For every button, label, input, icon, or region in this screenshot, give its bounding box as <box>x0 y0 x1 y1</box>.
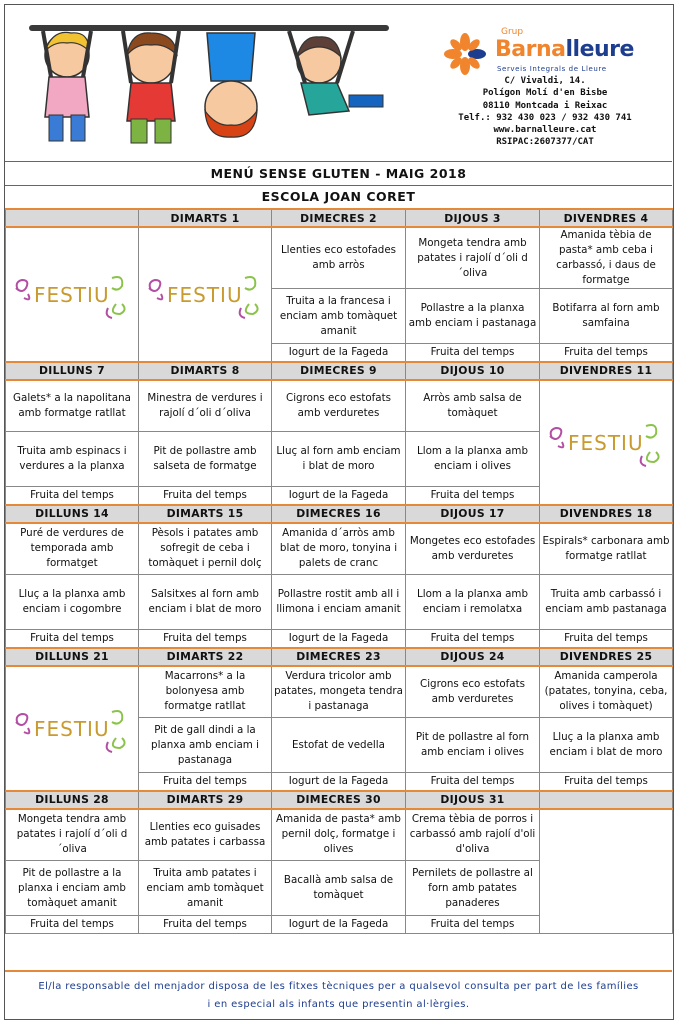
second-course-cell: Pit de pollastre a la planxa i enciam amb tomàquet amanit <box>6 861 139 916</box>
first-course-cell: Galets* a la napolitana amb formatge ratllat <box>6 380 139 432</box>
second-course-cell: Llom a la planxa amb enciam i remolatxa <box>406 575 540 630</box>
festiu-label: FESTIU <box>568 431 644 455</box>
logo-grup: Grup <box>501 27 524 37</box>
first-course-cell: Arròs amb salsa de tomàquet <box>406 380 540 432</box>
menu-row <box>6 523 673 575</box>
festiu-cell <box>540 380 673 505</box>
week-header-row <box>6 362 673 380</box>
logo-brand: Barnalleure <box>495 37 634 62</box>
festiu-label: FESTIU <box>34 283 110 308</box>
second-course-cell: Pit de gall dindi a la planxa amb enciam i pastanaga <box>139 718 272 773</box>
second-course-cell: Botifarra al forn amb samfaina <box>540 289 673 344</box>
address-line: Polígon Molí d'en Bisbe <box>482 88 608 99</box>
day-header: DIJOUS 10 <box>406 362 540 380</box>
festiu-holiday-icon <box>145 264 265 324</box>
day-header: DIMECRES 9 <box>272 362 406 380</box>
menu-title: MENÚ SENSE GLUTEN - MAIG 2018 <box>5 161 672 185</box>
address-line: C/ Vivaldi, 14. <box>504 76 586 86</box>
second-course-cell: Truita amb carbassó i enciam amb pastanaga <box>540 575 673 630</box>
day-header: DIJOUS 17 <box>406 505 540 523</box>
dessert-cell: Fruita del temps <box>139 630 272 648</box>
second-course-cell: Pernilets de pollastre al forn amb patates panaderes <box>406 861 540 916</box>
day-header: DIMARTS 29 <box>139 791 272 809</box>
menu-page <box>4 4 674 1020</box>
first-course-cell: Cigrons eco estofats amb verduretes <box>272 380 406 432</box>
address-line: 08110 Montcada i Reixac <box>482 100 608 111</box>
first-course-cell: Amanida camperola (patates, tonyina, ceba, olives i tomàquet) <box>540 666 673 718</box>
day-header: DIMARTS 15 <box>139 505 272 523</box>
dessert-cell: Fruita del temps <box>540 773 673 791</box>
menu-row <box>6 666 673 718</box>
empty-cell <box>540 809 673 934</box>
first-course-cell: Pèsols i patates amb sofregit de ceba i tomàquet i pernil dolç <box>139 523 272 575</box>
week-header-row <box>6 209 673 227</box>
day-header: DIMECRES 30 <box>272 791 406 809</box>
logo-subtitle: Serveis Integrals de Lleure <box>497 65 607 73</box>
footer-line-2: i en especial als infants que presentin al·lèrgies. <box>207 999 470 1010</box>
week-header-row <box>6 648 673 666</box>
festiu-holiday-icon <box>12 698 132 758</box>
day-header: DILLUNS 28 <box>6 791 139 809</box>
day-header: DIVENDRES 18 <box>540 505 673 523</box>
header <box>5 5 672 160</box>
children-illustration <box>19 11 399 155</box>
menu-row <box>6 380 673 432</box>
second-course-cell: Lluç al forn amb enciam i blat de moro <box>272 432 406 487</box>
week-header-row <box>6 791 673 809</box>
dessert-cell: Fruita del temps <box>406 487 540 505</box>
first-course-cell: Llenties eco estofades amb arròs <box>272 227 406 289</box>
day-header: DILLUNS 21 <box>6 648 139 666</box>
dessert-cell: Fruita del temps <box>6 487 139 505</box>
day-header: DIMECRES 2 <box>272 209 406 227</box>
dessert-cell: Fruita del temps <box>540 630 673 648</box>
first-course-cell: Minestra de verdures i rajolí d´oli d´oliva <box>139 380 272 432</box>
dessert-cell: Fruita del temps <box>139 487 272 505</box>
second-course-cell: Bacallà amb salsa de tomàquet <box>272 861 406 916</box>
second-course-cell: Lluç a la planxa amb enciam i blat de moro <box>540 718 673 773</box>
footer-note <box>5 970 672 1020</box>
second-course-cell: Estofat de vedella <box>272 718 406 773</box>
festiu-cell <box>6 666 139 791</box>
menu-row <box>6 630 673 648</box>
day-header: DIVENDRES 11 <box>540 362 673 380</box>
day-header-empty <box>6 209 139 227</box>
menu-row <box>6 575 673 630</box>
company-address <box>445 75 645 149</box>
second-course-cell: Truita a la francesa i enciam amb tomàquet amanit <box>272 289 406 344</box>
dessert-cell: Fruita del temps <box>540 344 673 362</box>
dessert-cell: Iogurt de la Fageda <box>272 630 406 648</box>
dessert-cell: Iogurt de la Fageda <box>272 773 406 791</box>
second-course-cell: Truita amb patates i enciam amb tomàquet amanit <box>139 861 272 916</box>
dessert-cell: Fruita del temps <box>406 630 540 648</box>
second-course-cell: Pollastre a la planxa amb enciam i pastanaga <box>406 289 540 344</box>
second-course-cell: Lluç a la planxa amb enciam i cogombre <box>6 575 139 630</box>
menu-row <box>6 809 673 861</box>
dessert-cell: Fruita del temps <box>6 630 139 648</box>
dessert-cell: Fruita del temps <box>139 773 272 791</box>
menu-row <box>6 227 673 289</box>
day-header: DIMECRES 23 <box>272 648 406 666</box>
dessert-cell: Iogurt de la Fageda <box>272 916 406 934</box>
dessert-cell: Fruita del temps <box>139 916 272 934</box>
first-course-cell: Puré de verdures de temporada amb formatget <box>6 523 139 575</box>
day-header: DIMARTS 22 <box>139 648 272 666</box>
festiu-cell <box>6 227 139 362</box>
dessert-cell: Fruita del temps <box>406 916 540 934</box>
footer-line-1: El/la responsable del menjador disposa de les fitxes tècniques per a qualsevol consulta per part de les famílies <box>38 981 639 992</box>
school-name: ESCOLA JOAN CORET <box>5 185 672 208</box>
day-header: DIVENDRES 4 <box>540 209 673 227</box>
day-header: DIMARTS 8 <box>139 362 272 380</box>
menu-table <box>5 208 673 934</box>
first-course-cell: Verdura tricolor amb patates, mongeta tendra i pastanaga <box>272 666 406 718</box>
day-header: DILLUNS 7 <box>6 362 139 380</box>
first-course-cell: Macarrons* a la bolonyesa amb formatge ratllat <box>139 666 272 718</box>
first-course-cell: Mongeta tendra amb patates i rajolí d´oli d´oliva <box>406 227 540 289</box>
day-header: DIMARTS 1 <box>139 209 272 227</box>
rsipac-line: RSIPAC:2607377/CAT <box>496 137 594 148</box>
dessert-cell: Fruita del temps <box>406 344 540 362</box>
festiu-cell <box>139 227 272 362</box>
week-header-row <box>6 505 673 523</box>
website-line[interactable]: www.barnalleure.cat <box>493 125 597 136</box>
first-course-cell: Mongetes eco estofades amb verduretes <box>406 523 540 575</box>
phone-line: Telf.: 932 430 023 / 932 430 741 <box>458 112 632 123</box>
second-course-cell: Salsitxes al forn amb enciam i blat de moro <box>139 575 272 630</box>
day-header-empty <box>540 791 673 809</box>
dessert-cell: Iogurt de la Fageda <box>272 344 406 362</box>
first-course-cell: Mongeta tendra amb patates i rajolí d´oli d´oliva <box>6 809 139 861</box>
day-header: DIMECRES 16 <box>272 505 406 523</box>
dessert-cell: Fruita del temps <box>406 773 540 791</box>
day-header: DIJOUS 3 <box>406 209 540 227</box>
day-header: DIJOUS 24 <box>406 648 540 666</box>
day-header: DILLUNS 14 <box>6 505 139 523</box>
second-course-cell: Pit de pollastre amb salseta de formatge <box>139 432 272 487</box>
first-course-cell: Amanida tèbia de pasta* amb ceba i carbassó, i daus de formatge <box>540 227 673 289</box>
first-course-cell: Espirals* carbonara amb formatge ratllat <box>540 523 673 575</box>
second-course-cell: Llom a la planxa amb enciam i olives <box>406 432 540 487</box>
festiu-holiday-icon <box>12 264 132 324</box>
first-course-cell: Crema tèbia de porros i carbassó amb rajolí d'oli d'oliva <box>406 809 540 861</box>
festiu-label: FESTIU <box>34 717 110 741</box>
day-header: DIJOUS 31 <box>406 791 540 809</box>
first-course-cell: Cigrons eco estofats amb verduretes <box>406 666 540 718</box>
dessert-cell: Fruita del temps <box>6 916 139 934</box>
second-course-cell: Pollastre rostit amb all i llimona i enciam amanit <box>272 575 406 630</box>
day-header: DIVENDRES 25 <box>540 648 673 666</box>
festiu-label: FESTIU <box>167 283 243 308</box>
festiu-holiday-icon <box>546 412 666 472</box>
second-course-cell: Pit de pollastre al forn amb enciam i olives <box>406 718 540 773</box>
second-course-cell: Truita amb espinacs i verdures a la planxa <box>6 432 139 487</box>
first-course-cell: Amanida d´arròs amb blat de moro, tonyina i palets de cranc <box>272 523 406 575</box>
first-course-cell: Llenties eco guisades amb patates i carbassa <box>139 809 272 861</box>
first-course-cell: Amanida de pasta* amb pernil dolç, formatge i olives <box>272 809 406 861</box>
dessert-cell: Iogurt de la Fageda <box>272 487 406 505</box>
